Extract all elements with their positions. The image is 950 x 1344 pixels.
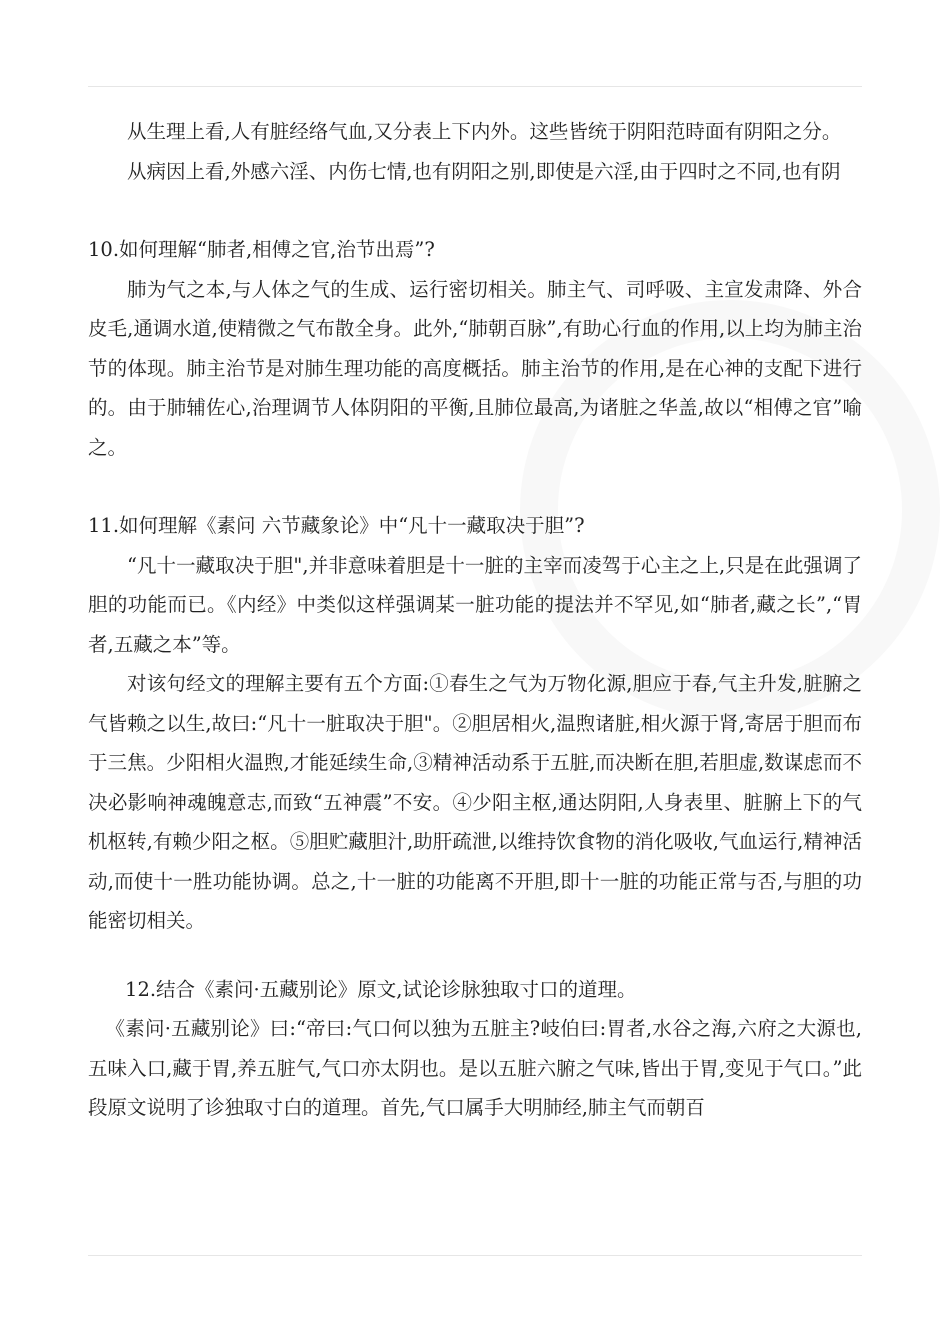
answer-10-paragraph: 肺为气之本,与人体之气的生成、运行密切相关。肺主气、司呼吸、主宣发肃降、外合皮毛,通调水道,使精微之气布散全身。此外,“肺朝百脉”,有助心行血的作用,以上均为肺主治节的体现。肺主治节是对肺生理功能的高度概括。肺主治节的作用,是在心神的支配下进行的。由于肺辅佐心,治理调节人体阴阳的平衡,且肺位最高,为诸脏之华盖,故以“相傅之官”喻之。 (88, 277, 862, 459)
paragraph-etiology: 从病因上看,外感六淫、内伤七情,也有阴阳之别,即使是六淫,由于四时之不同,也有阴 (127, 159, 841, 183)
answer-11-paragraph-1: “凡十一藏取决于胆",并非意味着胆是十一脏的主宰而凌驾于心主之上,只是在此强调了胆的功能而已。《内经》中类似这样强调某一脏功能的提法并不罕见,如“肺者,藏之长”,“胃者,五藏之本”等。 (88, 553, 862, 656)
answer-11-paragraph-2: 对该句经文的理解主要有五个方面:①春生之气为万物化源,胆应于春,气主升发,脏腑之气皆赖之以生,故曰:“凡十一脏取决于胆"。②胆居相火,温煦诸脏,相火源于肾,寄居于胆而布于三焦。少阳相火温煦,才能延续生命,③精神活动系于五脏,而决断在胆,若胆虚,数谋虑而不决必影响神魂魄意志,而致“五神震”不安。④少阳主枢,通达阴阳,人身表里、脏腑上下的气机枢转,有赖少阳之枢。⑤胆贮藏胆汁,助肝疏泄,以维持饮食物的消化吸收,气血运行,精神活动,而使十一胜功能协调。总之,十一脏的功能离不开胆,即十一脏的功能正常与否,与胆的功能密切相关。 (88, 672, 862, 932)
answer-12-paragraph: 《素问·五藏别论》曰:“帝曰:气口何以独为五脏主?岐伯曰:胃者,水谷之海,六府之大源也,五味入口,藏于胃,养五脏气,气口亦太阴也。是以五脏六腑之气味,皆出于胃,变见于气口。”此段原文说明了诊独取寸白的道理。首先,气口属手大明肺经,肺主气而朝百 (88, 1017, 862, 1119)
footer-rule (88, 1255, 862, 1256)
question-12-heading: 12.结合《素问·五藏别论》原文,试论诊脉独取寸口的道理。 (125, 977, 637, 1001)
question-10-heading: 10.如何理解“肺者,相傅之官,治节出焉”? (88, 238, 435, 261)
header-rule (88, 86, 862, 87)
question-11-heading: 11.如何理解《素问 六节藏象论》中“凡十一藏取决于胆”? (88, 514, 585, 537)
paragraph-physiology: 从生理上看,人有脏经络气血,又分表上下内外。这些皆统于阴阳范時面有阴阳之分。 (127, 120, 842, 143)
document-body (88, 112, 862, 1128)
